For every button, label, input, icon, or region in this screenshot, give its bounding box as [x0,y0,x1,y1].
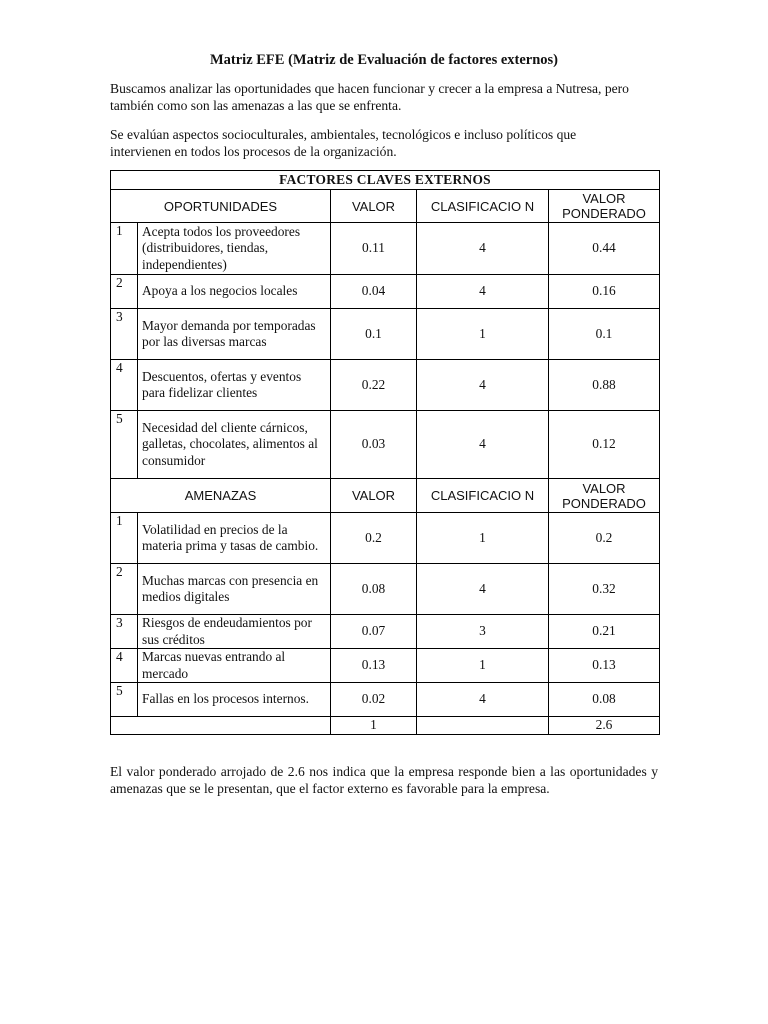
intro-paragraph-1: Buscamos analizar las oportunidades que hacen funcionar y crecer a la empresa a Nutresa, pero también como son las amenazas a las que se enfrenta. [110,81,629,113]
threats-header-row [111,479,660,513]
totals-label-cell [111,717,331,735]
factor-description: Mayor demanda por temporadas por las diversas marcas [138,309,331,360]
factor-description: Muchas marcas con presencia en medios digitales [138,564,331,615]
factor-description: Volatilidad en precios de la materia prima y tasas de cambio. [138,513,331,564]
valor-header: VALOR [331,479,417,513]
factor-description: Acepta todos los proveedores (distribuidores, tiendas, independientes) [138,223,331,275]
valor-cell: 0.02 [331,683,417,717]
clasificacion-cell: 4 [417,360,549,411]
totals-row [111,717,660,735]
valor-cell: 0.13 [331,649,417,683]
row-number: 5 [111,683,138,717]
ponderado-cell: 0.2 [549,513,660,564]
clasificacion-cell: 4 [417,564,549,615]
clasificacion-cell: 1 [417,513,549,564]
valor-cell: 0.08 [331,564,417,615]
ponderado-cell: 0.88 [549,360,660,411]
ponderado-cell: 0.44 [549,223,660,275]
clasificacion-cell: 1 [417,649,549,683]
intro-paragraph-2: Se evalúan aspectos socioculturales, ambientales, tecnológicos e incluso políticos que intervienen en todos los procesos de la organización. [110,127,577,159]
table-row [111,223,660,275]
ponderado-cell: 0.13 [549,649,660,683]
row-number: 2 [111,275,138,309]
clasificacion-cell: 4 [417,275,549,309]
efe-matrix-table [110,170,660,735]
ponderado-cell: 0.21 [549,615,660,649]
factor-description: Fallas en los procesos internos. [138,683,331,717]
valor-cell: 0.04 [331,275,417,309]
row-number: 1 [111,513,138,564]
valor-ponderado-header: VALOR PONDERADO [549,190,660,223]
clasificacion-header: CLASIFICACIO N [417,190,549,223]
table-row [111,513,660,564]
opportunities-header-row [111,190,660,223]
ponderado-cell: 0.12 [549,411,660,479]
ponderado-cell: 0.1 [549,309,660,360]
table-row [111,411,660,479]
factor-description: Marcas nuevas entrando al mercado [138,649,331,683]
ponderado-cell: 0.16 [549,275,660,309]
row-number: 4 [111,649,138,683]
row-number: 1 [111,223,138,275]
table-title-row [111,171,660,190]
valor-header: VALOR [331,190,417,223]
valor-cell: 0.07 [331,615,417,649]
conclusion-paragraph: El valor ponderado arrojado de 2.6 nos indica que la empresa responde bien a las oportunidades y amenazas que se le presentan, que el factor externo es favorable para la empresa. [110,764,658,796]
clasificacion-cell: 3 [417,615,549,649]
document-title: Matriz EFE (Matriz de Evaluación de factores externos) [209,52,559,68]
total-valor: 1 [331,717,417,735]
row-number: 5 [111,411,138,479]
row-number: 4 [111,360,138,411]
factor-description: Necesidad del cliente cárnicos, galletas, chocolates, alimentos al consumidor [138,411,331,479]
valor-cell: 0.2 [331,513,417,564]
valor-ponderado-header: VALOR PONDERADO [549,479,660,513]
valor-cell: 0.03 [331,411,417,479]
table-row [111,615,660,649]
valor-cell: 0.1 [331,309,417,360]
factor-description: Apoya a los negocios locales [138,275,331,309]
clasificacion-cell: 4 [417,683,549,717]
clasificacion-cell: 1 [417,309,549,360]
factor-description: Descuentos, ofertas y eventos para fidelizar clientes [138,360,331,411]
ponderado-cell: 0.32 [549,564,660,615]
row-number: 3 [111,615,138,649]
row-number: 2 [111,564,138,615]
clasificacion-cell: 4 [417,223,549,275]
threats-header: AMENAZAS [111,479,331,513]
clasificacion-cell: 4 [417,411,549,479]
table-row [111,564,660,615]
table-row [111,360,660,411]
total-clasificacion-cell [417,717,549,735]
ponderado-cell: 0.08 [549,683,660,717]
opportunities-header: OPORTUNIDADES [111,190,331,223]
table-title: FACTORES CLAVES EXTERNOS [111,171,660,190]
table-row [111,309,660,360]
clasificacion-header: CLASIFICACIO N [417,479,549,513]
table-row [111,649,660,683]
row-number: 3 [111,309,138,360]
valor-cell: 0.11 [331,223,417,275]
table-row [111,683,660,717]
valor-cell: 0.22 [331,360,417,411]
table-row [111,275,660,309]
total-ponderado: 2.6 [549,717,660,735]
factor-description: Riesgos de endeudamientos por sus créditos [138,615,331,649]
